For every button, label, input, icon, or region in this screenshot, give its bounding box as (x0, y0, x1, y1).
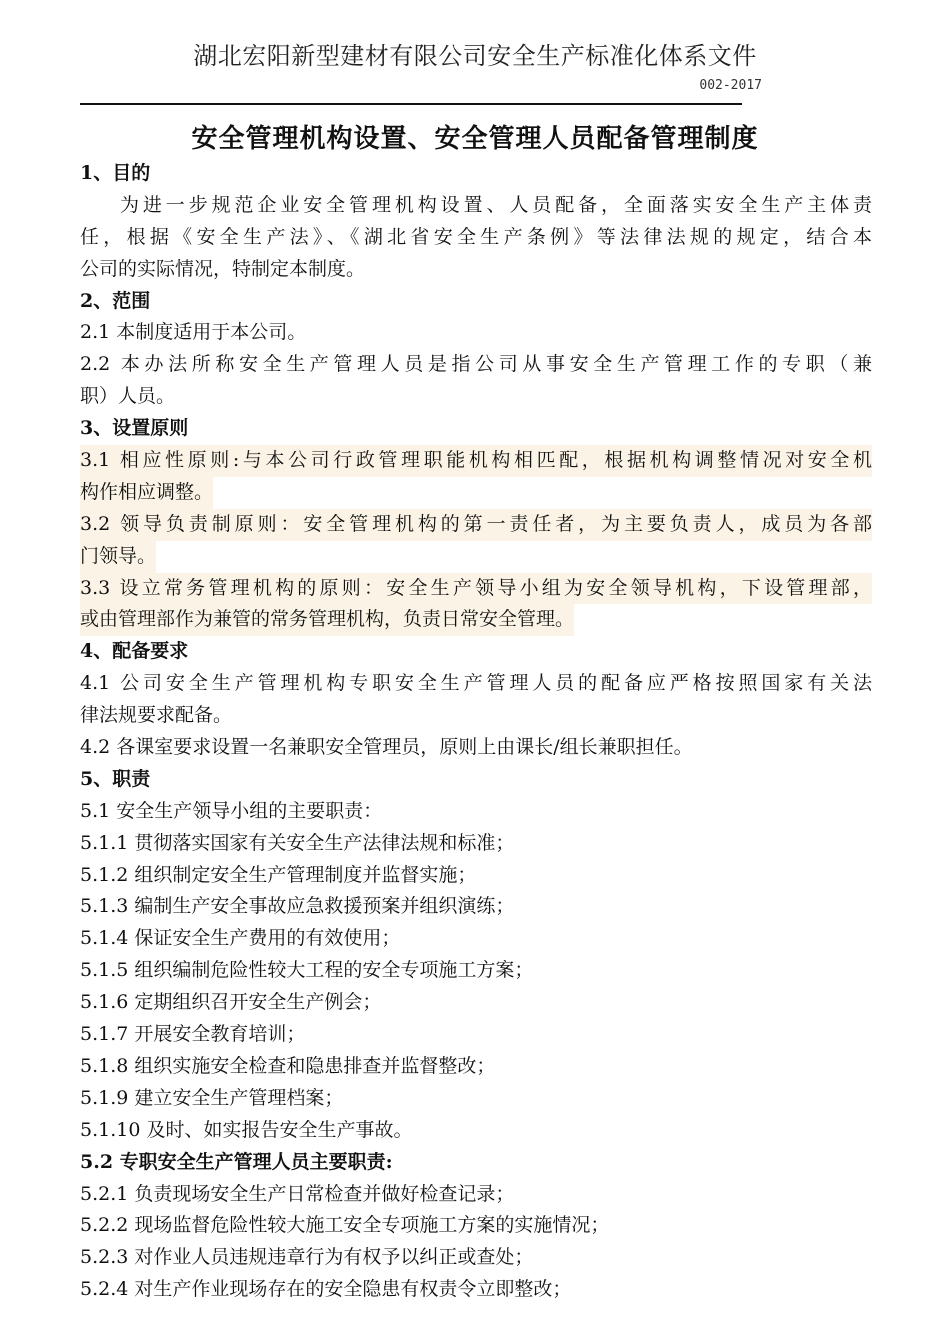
list-item: 5.1.1 贯彻落实国家有关安全生产法律法规和标准； (80, 831, 515, 854)
clause-4-1-line1: 4.1 公司安全生产管理机构专职安全生产管理人员的配备应严格按照国家有关法 (80, 672, 872, 695)
section-heading-staffing: 4、配备要求 (80, 640, 189, 663)
document-title: 安全管理机构设置、安全管理人员配备管理制度 (191, 124, 759, 154)
list-item: 5.1.8 组织实施安全检查和隐患排查并监督整改； (80, 1054, 496, 1077)
clause-3-3-line2: 或由管理部作为兼管的常务管理机构，负责日常安全管理。 (80, 604, 574, 636)
list-item: 5.1.3 编制生产安全事故应急救援预案并组织演练； (80, 895, 515, 918)
clause-3-3-line1: 3.3 设立常务管理机构的原则：安全生产领导小组为安全领导机构，下设管理部， (80, 573, 872, 605)
clause-3-2-line2: 门领导。 (80, 541, 156, 573)
list-item: 5.1.7 开展安全教育培训； (80, 1023, 306, 1046)
document-body (80, 158, 872, 1306)
header-doc-code: 002-2017 (699, 78, 762, 93)
list-item: 5.1.2 组织制定安全生产管理制度并监督实施； (80, 863, 477, 886)
paragraph-line: 公司的实际情况，特制定本制度。 (80, 257, 366, 280)
list-item: 5.2.3 对作业人员违规违章行为有权予以纠正或查处； (80, 1246, 534, 1269)
paragraph-line: 为进一步规范企业安全管理机构设置、人员配备，全面落实安全生产主体责 (120, 193, 872, 216)
list-item: 5.1.4 保证安全生产费用的有效使用； (80, 927, 401, 950)
section-heading-principles: 3、设置原则 (80, 417, 189, 440)
section-heading-scope: 2、范围 (80, 289, 151, 312)
list-item: 5.1.9 建立安全生产管理档案； (80, 1086, 344, 1109)
clause-2-2-line2: 职）人员。 (80, 385, 176, 408)
list-item: 5.1.5 组织编制危险性较大工程的安全专项施工方案； (80, 959, 534, 982)
section-heading-duties: 5、职责 (80, 767, 151, 790)
list-item: 5.2.1 负责现场安全生产日常检查并做好检查记录； (80, 1182, 515, 1205)
header-company-title: 湖北宏阳新型建材有限公司安全生产标准化体系文件 (193, 42, 757, 70)
section-heading-purpose: 1、目的 (80, 162, 151, 184)
clause-3-1-line2: 构作相应调整。 (80, 477, 213, 509)
clause-5-1: 5.1 安全生产领导小组的主要职责： (80, 799, 383, 822)
list-item: 5.2.4 对生产作业现场存在的安全隐患有权责令立即整改； (80, 1278, 572, 1301)
clause-2-1: 2.1 本制度适用于本公司。 (80, 321, 307, 344)
clause-2-2-line1: 2.2 本办法所称安全生产管理人员是指公司从事安全生产管理工作的专职（兼 (80, 353, 872, 376)
list-item: 5.1.6 定期组织召开安全生产例会； (80, 991, 382, 1014)
clause-4-2: 4.2 各课室要求设置一名兼职安全管理员，原则上由课长/组长兼职担任。 (80, 736, 693, 759)
clause-3-2-line1: 3.2 领导负责制原则：安全管理机构的第一责任者，为主要负责人，成员为各部 (80, 509, 872, 541)
list-item: 5.1.10 及时、如实报告安全生产事故。 (80, 1118, 413, 1141)
paragraph-line: 任，根据《安全生产法》、《湖北省安全生产条例》等法律法规的规定，结合本 (80, 225, 872, 248)
clause-4-1-line2: 律法规要求配备。 (80, 704, 233, 727)
clause-5-2: 5.2 专职安全生产管理人员主要职责: (80, 1150, 393, 1173)
clause-3-1-line1: 3.1 相应性原则:与本公司行政管理职能机构相匹配，根据机构调整情况对安全机 (80, 445, 872, 477)
header-divider (80, 103, 742, 105)
list-item: 5.2.2 现场监督危险性较大施工安全专项施工方案的实施情况； (80, 1214, 610, 1237)
